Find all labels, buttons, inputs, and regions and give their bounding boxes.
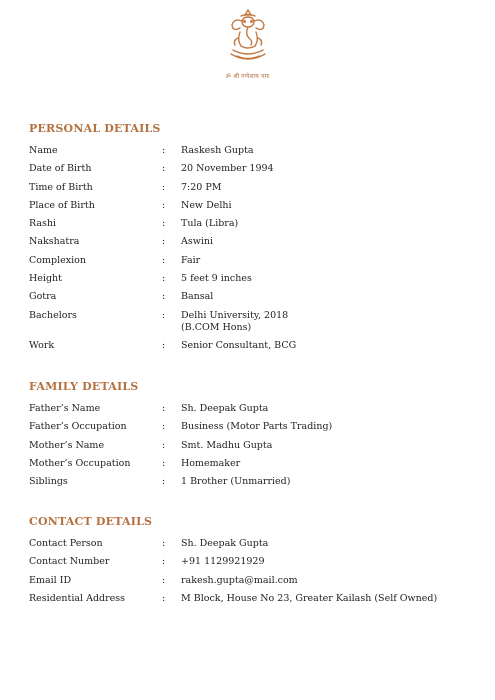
- detail-row: [29, 403, 469, 415]
- detail-separator: :: [162, 403, 166, 414]
- detail-row: [29, 218, 469, 230]
- detail-separator: :: [162, 236, 166, 248]
- detail-separator: :: [162, 218, 166, 230]
- section-title-family: FAMILY DETAILS: [29, 380, 139, 393]
- detail-label: Work: [29, 339, 55, 351]
- detail-separator: :: [162, 309, 166, 321]
- detail-row: [29, 145, 469, 157]
- detail-value: Sh. Deepak Gupta: [181, 538, 269, 549]
- detail-row: [29, 310, 469, 334]
- header: [0, 8, 495, 66]
- detail-row: [29, 200, 469, 212]
- detail-label: Nakshatra: [29, 236, 80, 248]
- detail-row: [29, 163, 469, 175]
- detail-row: [29, 236, 469, 248]
- detail-label: Place of Birth: [29, 199, 95, 211]
- family-details-section: [29, 380, 469, 494]
- detail-separator: :: [162, 199, 166, 211]
- detail-value: Delhi University, 2018 (B.COM Hons): [181, 309, 289, 333]
- detail-value: Raskesh Gupta: [181, 145, 254, 156]
- detail-label: Gotra: [29, 291, 57, 303]
- contact-rows: [29, 538, 469, 605]
- personal-details-section: [29, 122, 469, 358]
- detail-separator: :: [162, 556, 166, 568]
- detail-separator: :: [162, 181, 166, 193]
- detail-label: Bachelors: [29, 309, 77, 321]
- detail-row: [29, 538, 469, 550]
- section-title-contact: CONTACT DETAILS: [29, 515, 153, 528]
- detail-value: M Block, House No 23, Greater Kailash (Self Owned): [181, 592, 438, 604]
- detail-label: Name: [29, 145, 58, 156]
- detail-row: [29, 340, 469, 352]
- detail-label: Contact Person: [29, 538, 103, 549]
- detail-separator: :: [162, 592, 166, 604]
- detail-label: Mother’s Occupation: [29, 457, 131, 469]
- detail-value: Tula (Libra): [181, 218, 239, 230]
- detail-row: [29, 182, 469, 194]
- detail-separator: :: [162, 273, 166, 285]
- detail-row: [29, 291, 469, 303]
- ganesha-icon: [223, 8, 273, 66]
- detail-label: Father’s Occupation: [29, 421, 127, 433]
- detail-separator: :: [162, 145, 166, 156]
- family-rows: [29, 403, 469, 488]
- detail-label: Date of Birth: [29, 163, 92, 175]
- detail-row: [29, 593, 469, 605]
- detail-separator: :: [162, 457, 166, 469]
- detail-label: Complexion: [29, 254, 86, 266]
- detail-value: 1 Brother (Unmarried): [181, 476, 291, 488]
- detail-separator: :: [162, 439, 166, 451]
- detail-label: Height: [29, 273, 62, 285]
- detail-label: Siblings: [29, 476, 68, 488]
- detail-separator: :: [162, 254, 166, 266]
- personal-rows: [29, 145, 469, 352]
- detail-separator: :: [162, 421, 166, 433]
- detail-value: New Delhi: [181, 199, 232, 211]
- detail-label: Time of Birth: [29, 181, 93, 193]
- detail-value: Fair: [181, 254, 201, 266]
- detail-value: 5 feet 9 inches: [181, 273, 252, 285]
- detail-value: 7:20 PM: [181, 181, 222, 193]
- detail-value: Sh. Deepak Gupta: [181, 403, 269, 414]
- detail-label: Contact Number: [29, 556, 110, 568]
- section-title-personal: PERSONAL DETAILS: [29, 122, 161, 135]
- detail-row: [29, 458, 469, 470]
- detail-value: rakesh.gupta@mail.com: [181, 574, 298, 586]
- detail-value: Aswini: [181, 236, 214, 248]
- detail-value: +91 1129921929: [181, 556, 265, 568]
- detail-value: Senior Consultant, BCG: [181, 339, 297, 351]
- contact-details-section: [29, 515, 469, 611]
- detail-separator: :: [162, 339, 166, 351]
- detail-label: Father’s Name: [29, 403, 101, 414]
- detail-row: [29, 575, 469, 587]
- detail-row: [29, 273, 469, 285]
- detail-value: Bansal: [181, 291, 214, 303]
- detail-row: [29, 476, 469, 488]
- detail-label: Rashi: [29, 218, 57, 230]
- detail-separator: :: [162, 476, 166, 488]
- detail-value: Homemaker: [181, 457, 241, 469]
- detail-value: Business (Motor Parts Trading): [181, 421, 333, 433]
- detail-value: Smt. Madhu Gupta: [181, 439, 273, 451]
- detail-separator: :: [162, 538, 166, 549]
- detail-row: [29, 440, 469, 452]
- detail-separator: :: [162, 291, 166, 303]
- detail-separator: :: [162, 574, 166, 586]
- detail-row: [29, 421, 469, 433]
- detail-label: Residential Address: [29, 592, 126, 604]
- detail-value: 20 November 1994: [181, 163, 274, 175]
- detail-row: [29, 556, 469, 568]
- detail-row: [29, 255, 469, 267]
- detail-label: Mother’s Name: [29, 439, 105, 451]
- mantra-text: ॐ श्री गणेशाय नमः: [225, 73, 270, 80]
- detail-label: Email ID: [29, 574, 72, 586]
- detail-separator: :: [162, 163, 166, 175]
